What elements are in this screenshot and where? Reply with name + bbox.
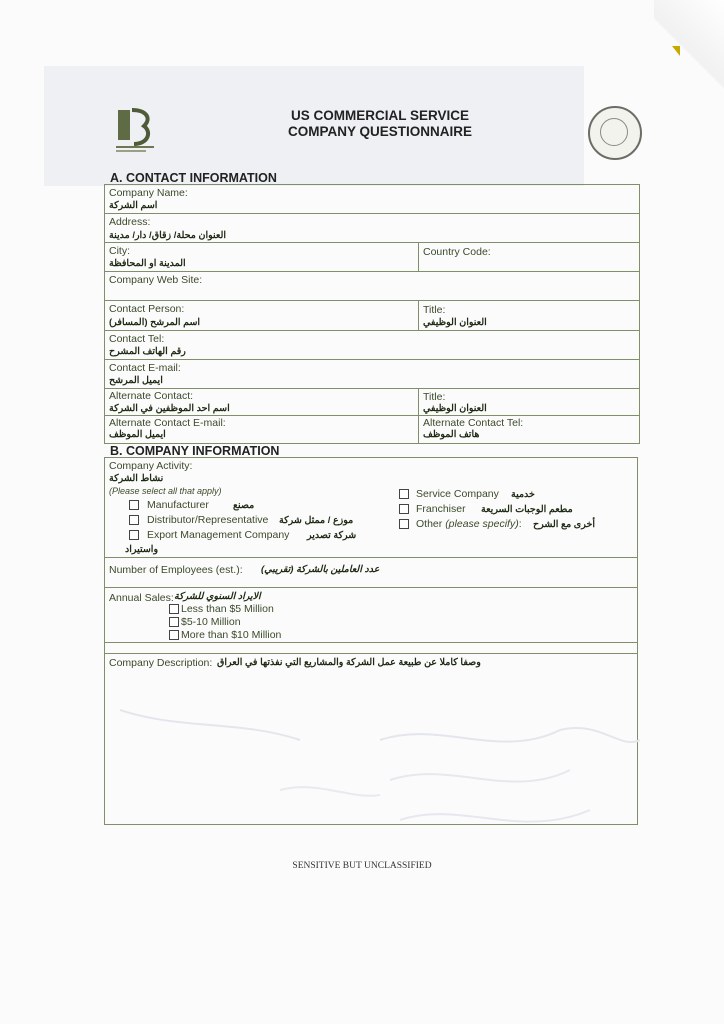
title-line-1: US COMMERCIAL SERVICE xyxy=(290,108,470,123)
annual-sales-label: Annual Sales: xyxy=(109,592,174,604)
alternate-email-row xyxy=(105,416,639,443)
other-label xyxy=(416,518,522,530)
other-label-colon: : xyxy=(518,518,522,530)
city-label: City: xyxy=(109,245,130,257)
sales-5-10m-checkbox[interactable] xyxy=(169,617,179,627)
employees-label-ar: عدد العاملين بالشركة (تقريبي) xyxy=(261,564,380,575)
activity-label-ar: نشاط الشركة xyxy=(109,473,164,484)
alt-email-label-ar: ايميل الموظف xyxy=(109,429,166,440)
activity-label: Company Activity: xyxy=(109,460,193,472)
city-divider xyxy=(418,243,419,272)
contact-person-row xyxy=(105,301,639,331)
employees-label: Number of Employees (est.): xyxy=(109,564,243,576)
manufacturer-label-ar: مصنع xyxy=(233,500,255,511)
title-label-ar: العنوان الوظيفي xyxy=(423,317,487,328)
employees-row[interactable] xyxy=(105,558,637,588)
distributor-checkbox[interactable] xyxy=(129,515,139,525)
service-company-label: Service Company xyxy=(416,488,499,500)
sales-over-10m-label: More than $10 Million xyxy=(181,629,282,641)
city-label-ar: المدينة او المحافظة xyxy=(109,258,186,269)
alt-title-label: Title: xyxy=(423,391,446,403)
other-label-italic: (please specify) xyxy=(445,518,519,530)
other-label-ar: أخرى مع الشرح xyxy=(533,519,595,530)
contact-tel-label-ar: رقم الهاتف المشرح xyxy=(109,346,186,357)
franchiser-label: Franchiser xyxy=(416,503,466,515)
alternate-contact-label-ar: اسم احد الموظفين في الشركة xyxy=(109,403,230,414)
sales-under-5m-label: Less than $5 Million xyxy=(181,603,274,615)
sales-under-5m-checkbox[interactable] xyxy=(169,604,179,614)
title-line-2: COMPANY QUESTIONNAIRE xyxy=(287,124,473,139)
export-management-checkbox[interactable] xyxy=(129,530,139,540)
classification-footer: SENSITIVE BUT UNCLASSIFIED xyxy=(292,861,432,871)
contact-tel-label: Contact Tel: xyxy=(109,333,165,345)
sales-5-10m-label: $5-10 Million xyxy=(181,616,241,628)
title-divider xyxy=(418,301,419,331)
company-name-label-ar: اسم الشركة xyxy=(109,200,158,211)
alternate-contact-row xyxy=(105,389,639,416)
seal-inner-ring xyxy=(600,118,628,146)
franchiser-checkbox[interactable] xyxy=(399,504,409,514)
section-b-heading: B. COMPANY INFORMATION xyxy=(110,444,280,458)
address-label-ar: العنوان محلة/ زقاق/ دار/ مدينة xyxy=(109,230,226,241)
commercial-service-logo-icon xyxy=(116,104,156,154)
distributor-label-ar: موزع / ممثل شركة xyxy=(279,515,354,526)
city-row xyxy=(105,243,639,272)
export-management-label-ar: شركة تصدير xyxy=(307,530,357,541)
service-company-checkbox[interactable] xyxy=(399,489,409,499)
distributor-label: Distributor/Representative xyxy=(147,514,269,526)
address-label: Address: xyxy=(109,216,151,228)
description-label: Company Description: xyxy=(109,657,213,669)
select-all-note: (Please select all that apply) xyxy=(109,486,222,496)
country-code-label: Country Code: xyxy=(423,246,491,258)
franchiser-label-ar: مطعم الوجبات السريعة xyxy=(481,504,573,515)
contact-email-label-ar: ايميل المرشح xyxy=(109,375,163,386)
contact-tel-row[interactable] xyxy=(105,331,639,360)
description-label-ar: وصفا كاملا عن طبيعة عمل الشركة والمشاريع التي نفذتها في العراق xyxy=(217,657,481,668)
export-management-label-ar-2: واستيراد xyxy=(125,544,159,555)
contact-email-row[interactable] xyxy=(105,360,639,389)
manufacturer-checkbox[interactable] xyxy=(129,500,139,510)
other-checkbox[interactable] xyxy=(399,519,409,529)
company-name-row[interactable] xyxy=(105,185,639,214)
company-activity-row xyxy=(105,458,637,558)
department-of-commerce-seal-icon xyxy=(588,106,642,160)
other-label-text: Other xyxy=(416,518,446,530)
annual-sales-label-ar: الايراد السنوي للشركة xyxy=(174,591,261,602)
annual-sales-row xyxy=(105,588,637,643)
alt-tel-label: Alternate Contact Tel: xyxy=(423,417,524,429)
contact-email-label: Contact E-mail: xyxy=(109,362,181,374)
contact-person-label: Contact Person: xyxy=(109,303,185,315)
service-company-label-ar: خدمية xyxy=(511,489,535,500)
alternate-contact-label: Alternate Contact: xyxy=(109,390,194,402)
web-site-label: Company Web Site: xyxy=(109,274,203,286)
contact-person-label-ar: اسم المرشح (المسافر) xyxy=(109,317,201,328)
alt-tel-label-ar: هاتف الموظف xyxy=(423,429,480,440)
manufacturer-label: Manufacturer xyxy=(147,499,209,511)
export-management-label: Export Management Company xyxy=(147,529,290,541)
sales-over-10m-checkbox[interactable] xyxy=(169,630,179,640)
page-fold xyxy=(654,0,724,110)
alt-divider xyxy=(418,389,419,443)
contact-information-table xyxy=(104,184,640,444)
section-a-heading: A. CONTACT INFORMATION xyxy=(110,171,277,185)
document-title xyxy=(280,108,480,140)
title-label: Title: xyxy=(423,304,446,316)
alt-email-label: Alternate Contact E-mail: xyxy=(109,417,226,429)
alt-title-label-ar: العنوان الوظيفي xyxy=(423,403,487,414)
address-row[interactable] xyxy=(105,214,639,243)
bleed-through-handwriting xyxy=(120,700,640,850)
company-name-label: Company Name: xyxy=(109,187,188,199)
web-site-row[interactable] xyxy=(105,272,639,301)
fold-mark-icon xyxy=(672,46,680,56)
